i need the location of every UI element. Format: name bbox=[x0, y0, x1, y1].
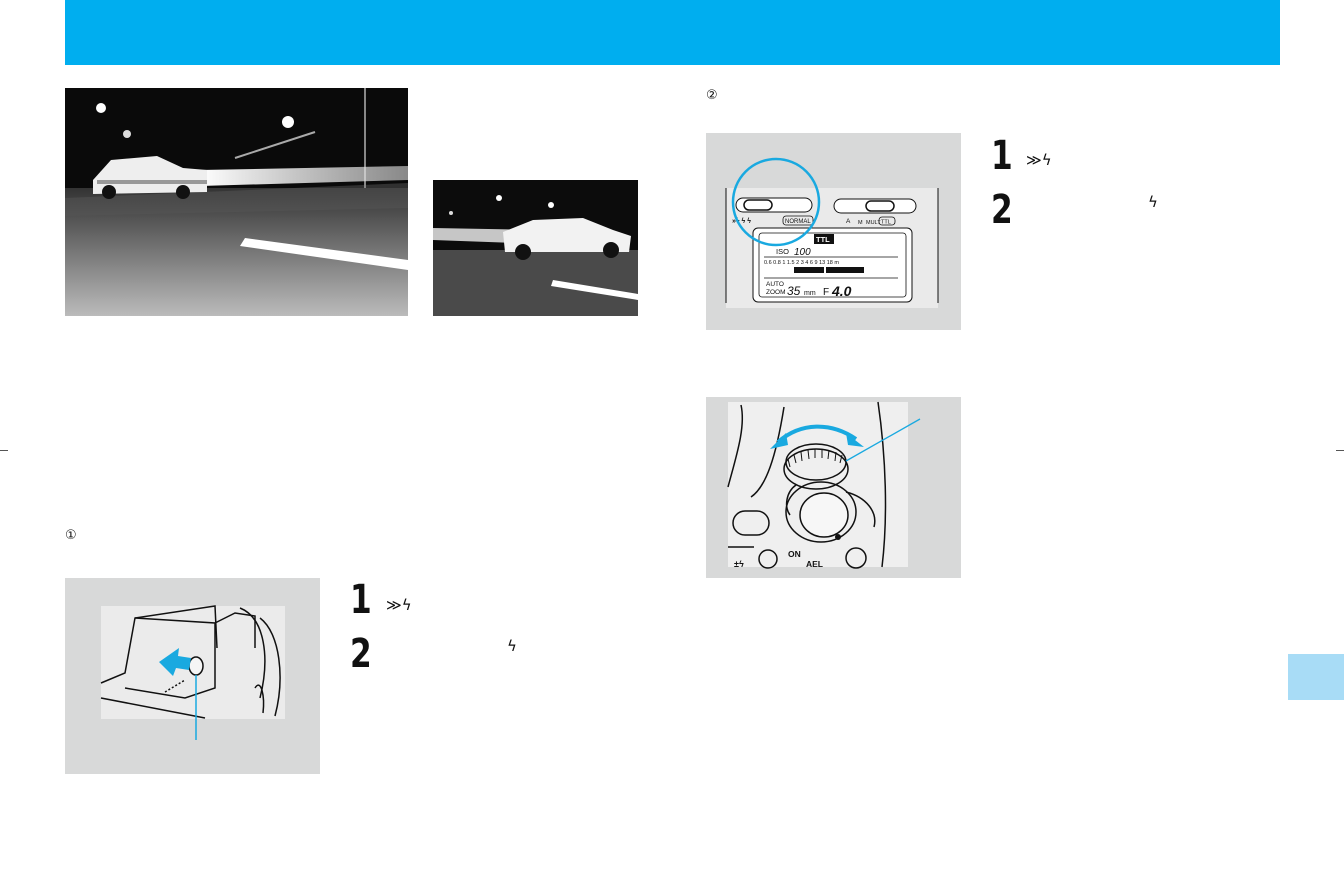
lcd-mode-ttl: TTL bbox=[881, 219, 891, 226]
svg-text:»ϟ ϟ ϟ: »ϟ ϟ ϟ bbox=[732, 218, 751, 225]
lcd-mode-normal: NORMAL bbox=[785, 219, 811, 225]
crop-mark-right bbox=[1336, 450, 1344, 451]
lcd-zoom-label: ZOOM bbox=[766, 289, 786, 296]
section-marker-1: ① bbox=[65, 528, 77, 543]
dial-illustration-panel bbox=[706, 397, 961, 578]
step-symbol-1-right: ≫ϟ bbox=[1026, 151, 1052, 169]
section-tab bbox=[1288, 654, 1344, 700]
night-car-photo-2 bbox=[433, 180, 638, 316]
flash-compensation-label: ±ϟ bbox=[734, 559, 744, 569]
lcd-mode-mult: MULT bbox=[866, 220, 881, 226]
step-number-2-left: 2 bbox=[350, 631, 372, 677]
lcd-zoom-unit: mm bbox=[804, 290, 816, 297]
step-symbol-2-left: ϟ bbox=[507, 637, 517, 655]
ael-label: AEL bbox=[806, 559, 823, 569]
on-label: ON bbox=[788, 549, 801, 559]
flash-button-illustration-panel bbox=[65, 578, 320, 774]
section-marker-2: ② bbox=[706, 88, 718, 103]
step-number-1-right: 1 bbox=[991, 133, 1013, 179]
lcd-ttl-badge: TTL bbox=[816, 235, 830, 244]
lcd-mode-m: M bbox=[858, 220, 863, 226]
step-symbol-2-right: ϟ bbox=[1148, 193, 1158, 211]
lcd-mode-a: A bbox=[846, 218, 851, 225]
lcd-auto-label: AUTO bbox=[766, 281, 784, 288]
dial-illustration bbox=[706, 397, 961, 578]
lcd-display-illustration bbox=[706, 133, 961, 330]
lcd-iso-label: ISO bbox=[776, 247, 789, 256]
lcd-f-label: F bbox=[823, 287, 830, 298]
step-number-2-right: 2 bbox=[991, 187, 1013, 233]
lcd-f-value: 4.0 bbox=[832, 283, 852, 299]
lcd-panel-illustration bbox=[706, 133, 961, 330]
header-band bbox=[65, 0, 1280, 65]
step-number-1-left: 1 bbox=[350, 577, 372, 623]
lcd-zoom-value: 35 bbox=[787, 284, 801, 298]
lcd-iso-value: 100 bbox=[794, 247, 811, 258]
step-symbol-1-left: ≫ϟ bbox=[386, 596, 412, 614]
flash-button-illustration bbox=[65, 578, 320, 774]
crop-mark-left bbox=[0, 450, 8, 451]
night-car-photo-1 bbox=[65, 88, 408, 316]
lcd-distance-scale: 0.6 0.8 1 1.5 2 3 4 6 9 13 18 m bbox=[764, 260, 839, 266]
